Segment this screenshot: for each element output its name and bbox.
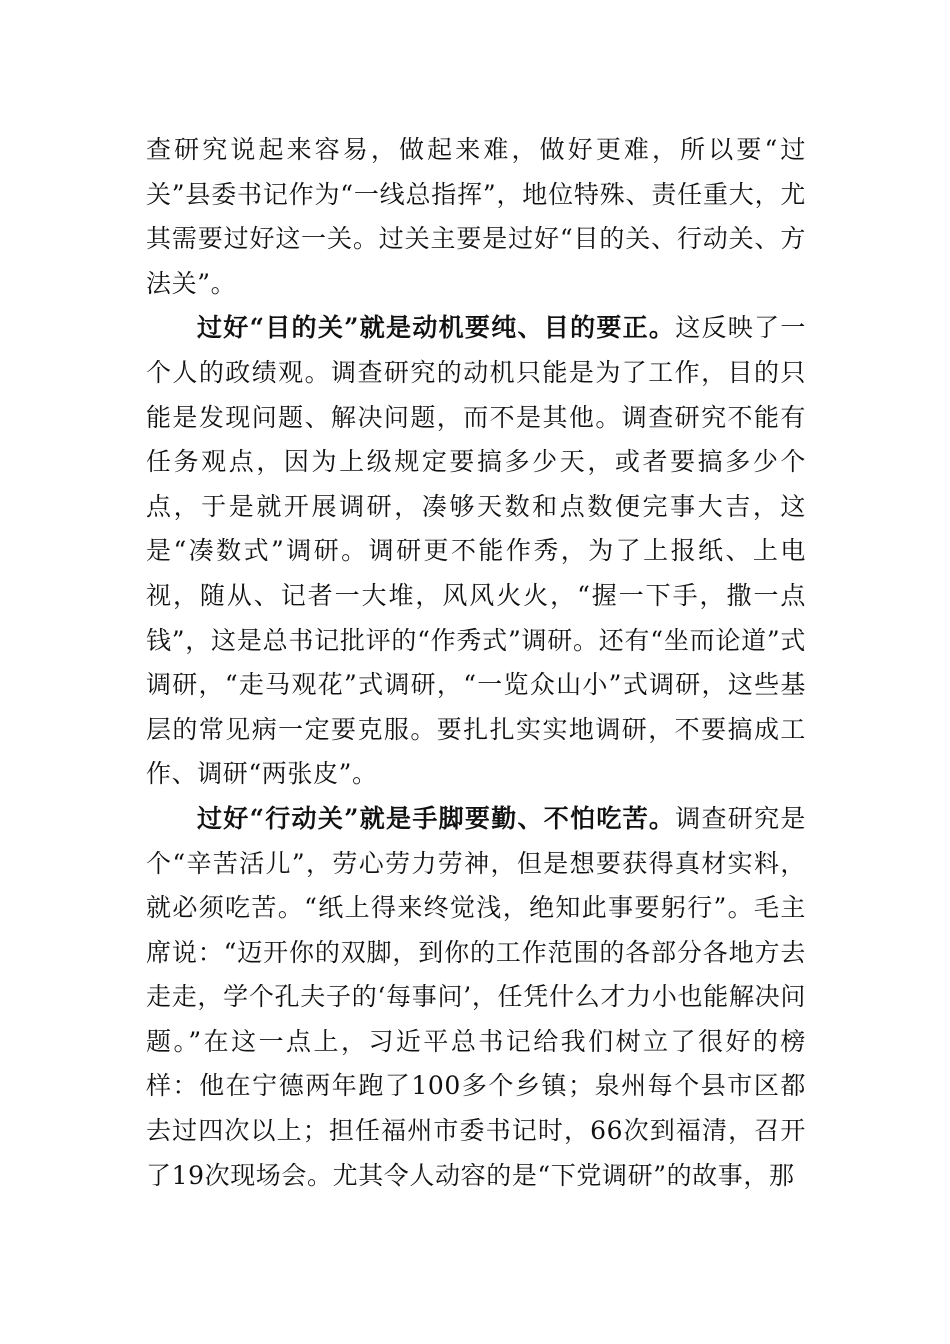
paragraph-text: 这反映了一个人的政绩观。调查研究的动机只能是为了工作，目的只能是发现问题、解决问题，而不是其他。调查研究不能有任务观点，因为上级规定要搞多少天，或者要搞多少个点，于是就开展调研，凑够天数和点数便完事大吉，这是“凑数式”调研。调研更不能作秀，为了上报纸、上电视，随从、记者一大堆，风风火火，“握一下手，撒一点钱”，这是总书记批评的“作秀式”调研。还有“坐而论道”式调研，“走马观花”式调研，“一览众山小”式调研，这些基层的常见病一定要克服。要扎扎实实地调研，不要搞成工作、调研“两张皮”。: [146, 313, 806, 789]
paragraph-purpose: [146, 306, 806, 797]
paragraph-text: 调查研究是个“辛苦活儿”，劳心劳力劳神，但是想要获得真材实料，就必须吃苦。“纸上得来终觉浅，绝知此事要躬行”。毛主席说：“迈开你的双脚，到你的工作范围的各部分各地方去走走，学个孔夫子的‘每事问’，任凭什么才力小也能解决问题。”在这一点上，习近平总书记给我们树立了很好的榜样：他在宁德两年跑了100多个乡镇；泉州每个县市区都去过四次以上；担任福州市委书记时，66次到福清，召开了19次现场会。尤其令人动容的是“下党调研”的故事，那: [146, 803, 806, 1190]
paragraph-action: [146, 797, 806, 1198]
document-page: [146, 128, 806, 1198]
paragraph-text: 查研究说起来容易，做起来难，做好更难，所以要“过关”县委书记作为“一线总指挥”，地位特殊、责任重大，尤其需要过好这一关。过关主要是过好“目的关、行动关、方法关”。: [146, 135, 806, 298]
paragraph-intro: [146, 128, 806, 306]
paragraph-lead: 过好“行动关”就是手脚要勤、不怕吃苦。: [197, 803, 676, 833]
paragraph-lead: 过好“目的关”就是动机要纯、目的要正。: [197, 313, 676, 343]
